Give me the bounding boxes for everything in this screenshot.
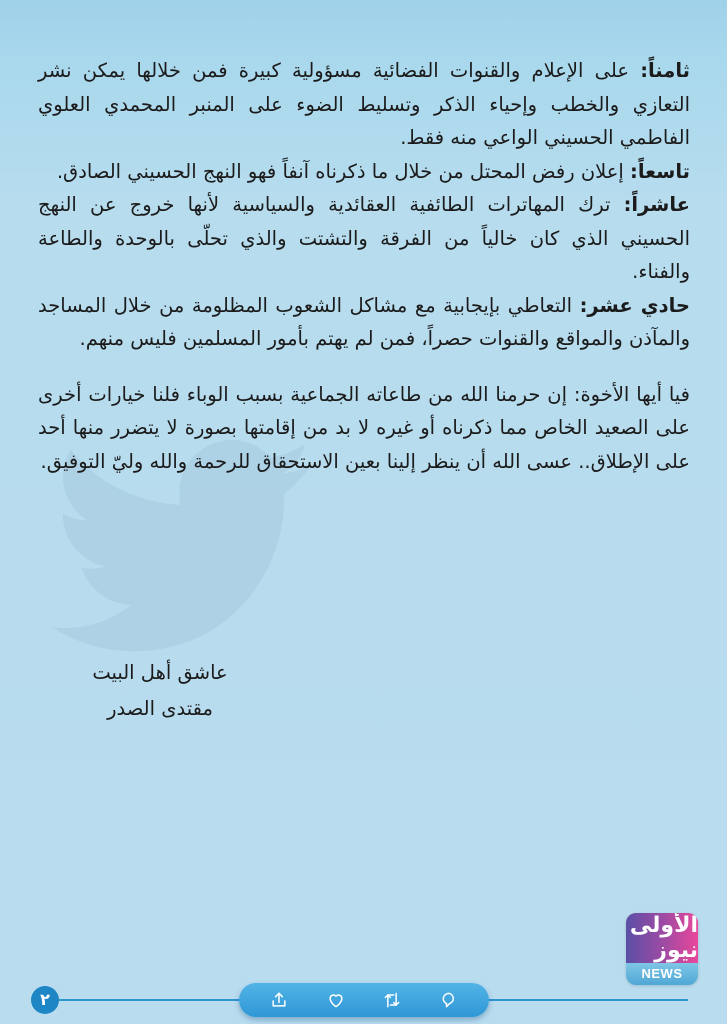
article-body: [38, 54, 690, 478]
paragraph-text: التعاطي بإيجابية مع مشاكل الشعوب المظلومة من خلال المساجد والمآذن والمواقع والقنوات حصراً، فمن لم يهتم بأمور المسلمين فليس منهم.: [38, 293, 690, 350]
retweet-button[interactable]: [379, 987, 405, 1013]
paragraph-spacer: [38, 356, 690, 378]
page-number: ٢: [31, 986, 59, 1014]
paragraph-text: على الإعلام والقنوات الفضائية مسؤولية كبيرة فمن خلالها يمكن نشر التعازي والخطب وإحياء الذكر وتسليط الضوء على المنبر المحمدي العلوي الفاطمي الحسيني الواعي منه فقط.: [38, 59, 690, 149]
retweet-icon: [382, 990, 402, 1010]
paragraph-text: إعلان رفض المحتل من خلال ما ذكرناه آنفاً فهو النهج الحسيني الصادق.: [56, 159, 631, 183]
paragraph-text: ترك المهاترات الطائفية العقائدية والسياسية لأنها خروج عن النهج الحسيني الذي كان خالياً من الفرقة والتشتت والذي تحلّى بالوحدة والطاعة والفناء.: [38, 193, 690, 283]
paragraph-label: تاسعاً:: [630, 159, 690, 183]
logo-arabic-text: الأولى نيوز: [626, 913, 698, 963]
like-button[interactable]: [323, 987, 349, 1013]
signature-title: عاشق أهل البيت: [92, 661, 228, 684]
social-toolbar: [239, 983, 489, 1017]
heart-icon: [326, 990, 346, 1010]
paragraph-label: ثامناً:: [640, 59, 690, 82]
reply-button[interactable]: [436, 987, 462, 1013]
share-button[interactable]: [266, 987, 292, 1013]
paragraph-eleventh: [38, 289, 690, 356]
logo-news-text: NEWS: [626, 963, 698, 985]
speech-bubble-icon: [439, 990, 459, 1010]
signature-name: مقتدى الصدر: [107, 697, 213, 720]
signature-block: [60, 655, 260, 727]
paragraph-eighth: [38, 54, 690, 155]
paragraph-label: عاشراً:: [623, 193, 690, 216]
paragraph-label: حادي عشر:: [579, 293, 690, 317]
share-upload-icon: [269, 990, 289, 1010]
closing-paragraph: فيا أيها الأخوة: إن حرمنا الله من طاعاته الجماعية بسبب الوباء فلنا خيارات أخرى على الصعيد الخاص مما ذكرناه أو غيره لا بد من إقامتها بصورة لا يتضرر منها أحد على الإطلاق.. عسى الله أن ينظر إلينا بعين الاستحقاق للرحمة والله وليّ التوفيق.: [38, 382, 690, 473]
paragraph-ninth: [38, 155, 690, 189]
paragraph-tenth: [38, 188, 690, 289]
news-logo: [626, 913, 698, 985]
